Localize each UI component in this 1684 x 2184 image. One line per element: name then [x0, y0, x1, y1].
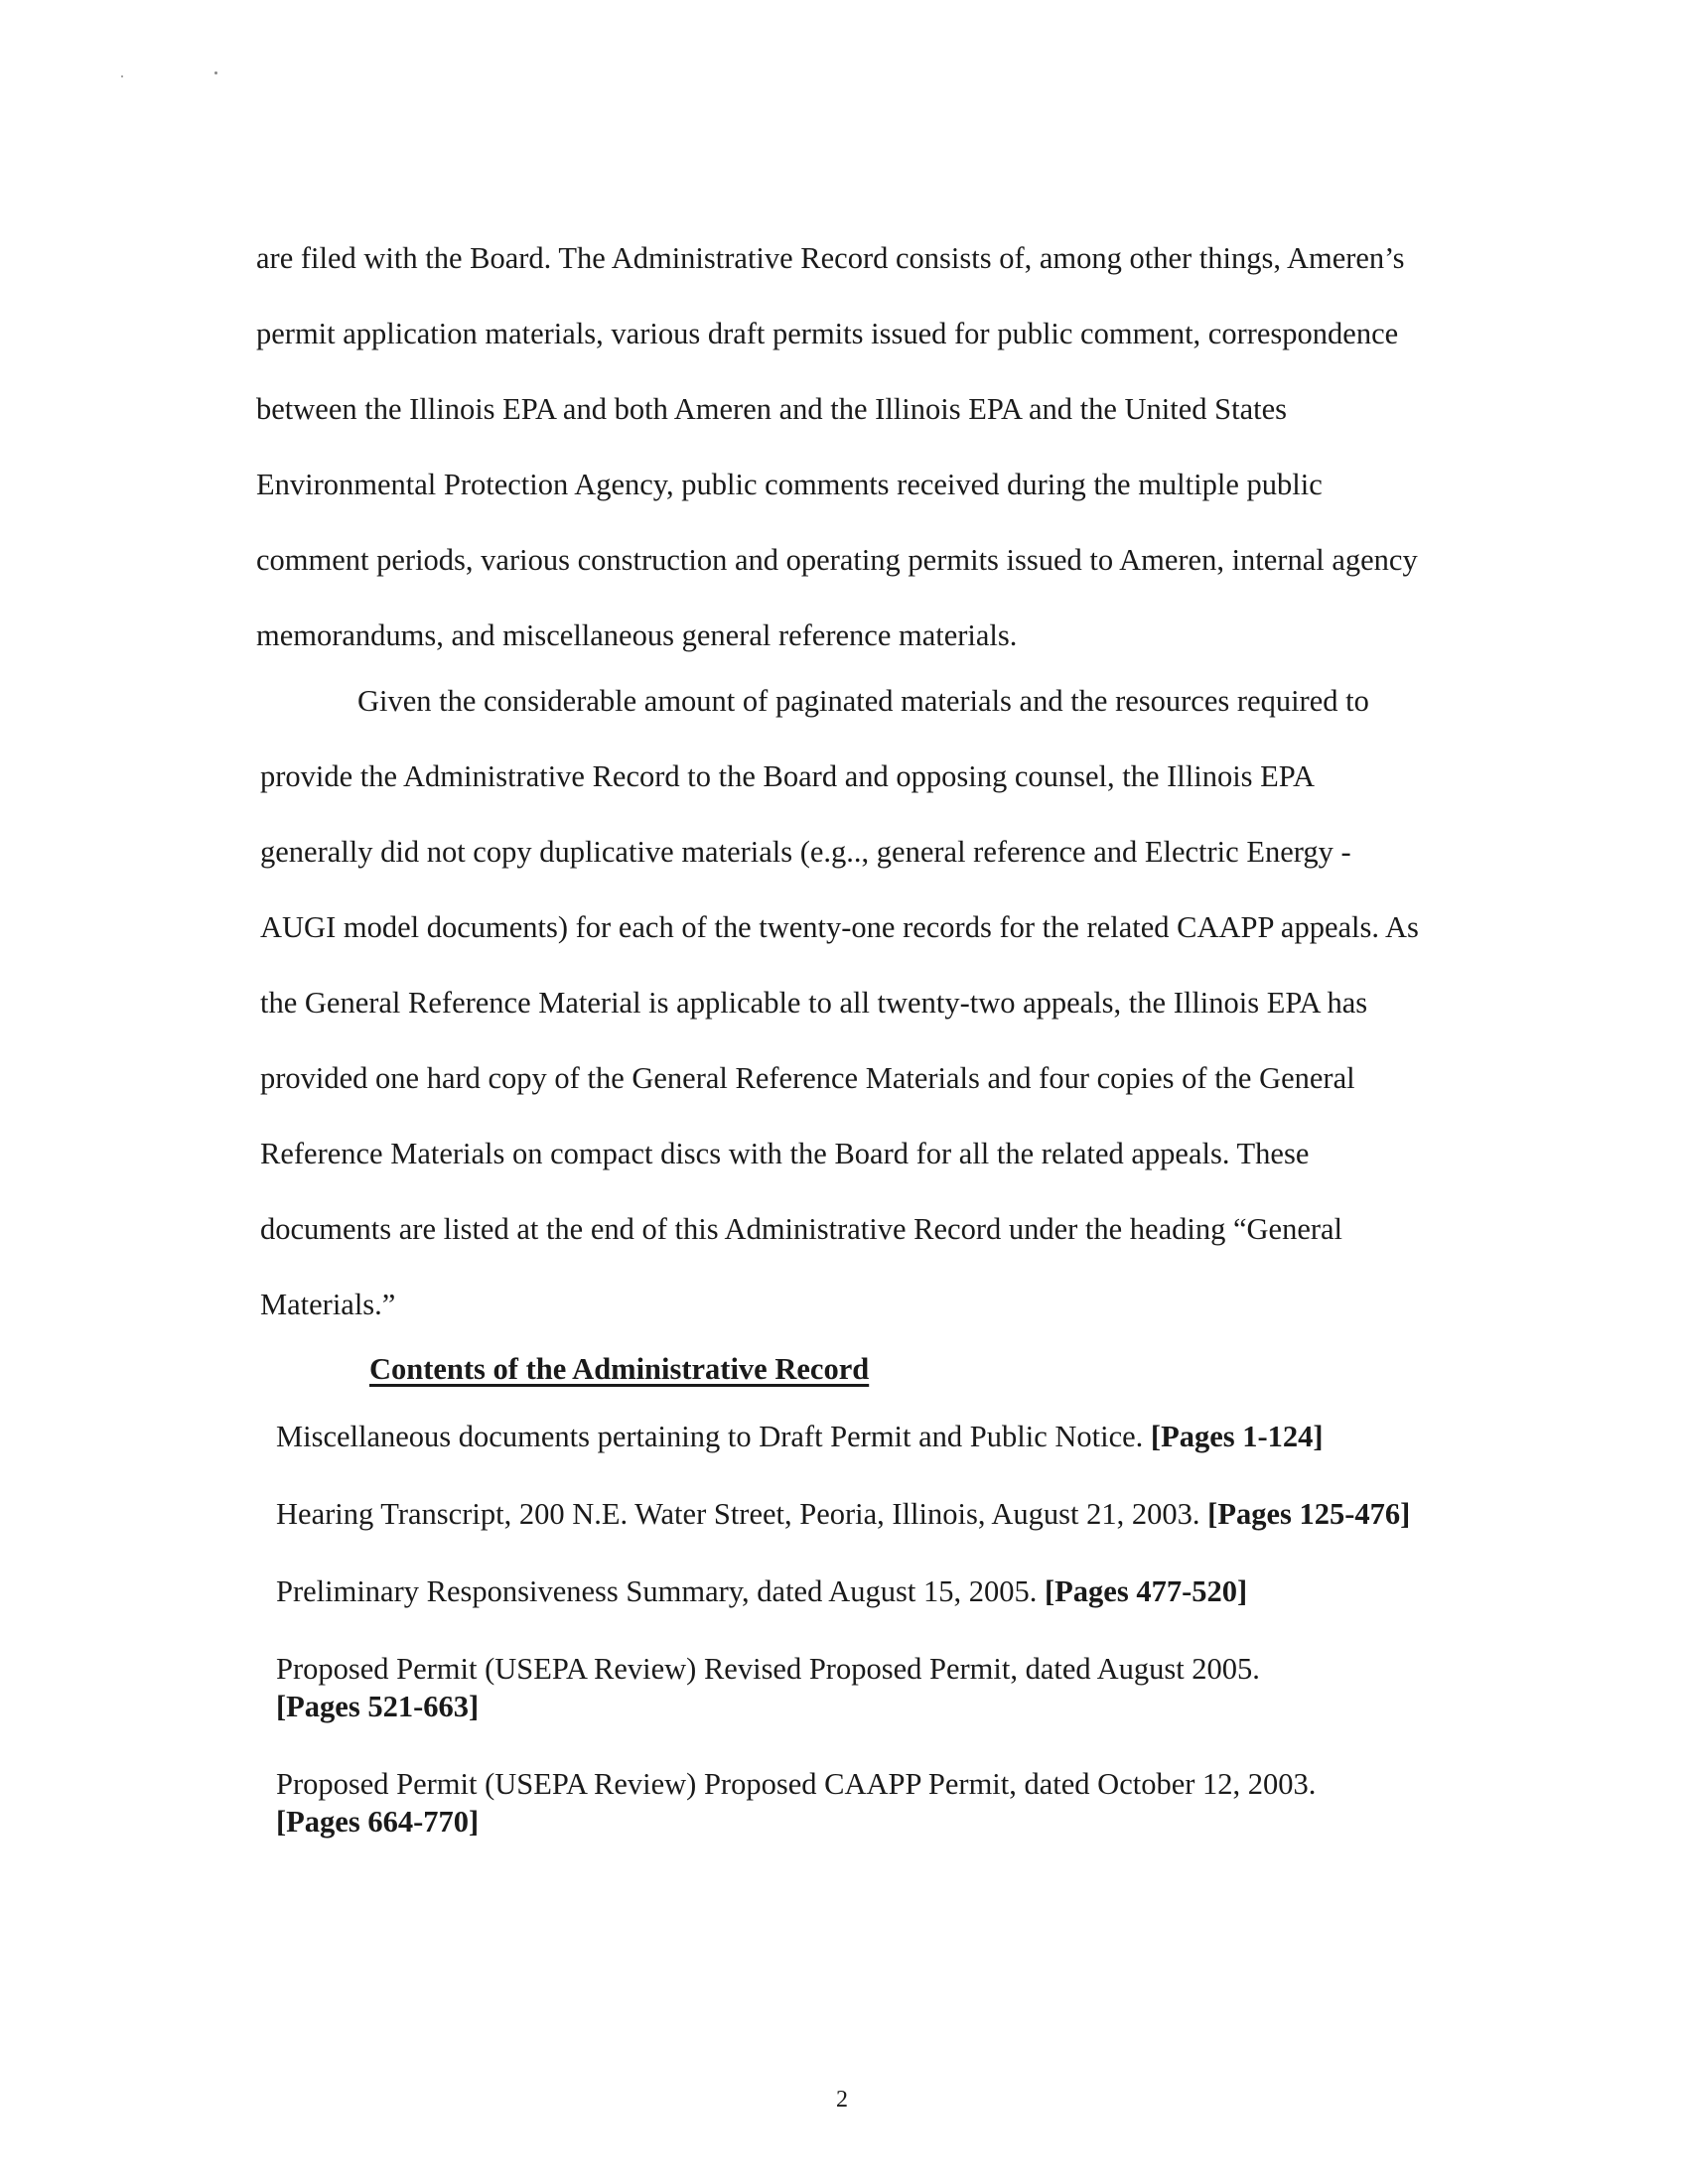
entry-description: Proposed Permit (USEPA Review) Revised Proposed Permit, dated August 2005.	[276, 1652, 1260, 1686]
body-paragraph-2: Given the considerable amount of paginated materials and the resources required to provide the Administrative Record to the Board and opposing counsel, the Illinois EPA generally did not copy duplicative materials (e.g.., general reference and Electric Energy - AUGI model documents) for each of the twenty-one records for the related CAAPP appeals. As the General Reference Material is applicable to all twenty-two appeals, the Illinois EPA has provided one hard copy of the General Reference Materials and four copies of the General Reference Materials on compact discs with the Board for all the related appeals. These documents are listed at the end of this Administrative Record under the heading “General Materials.”	[260, 684, 1419, 1321]
entry-page-range: [Pages 521-663]	[276, 1690, 480, 1723]
entry-page-range: [Pages 664-770]	[276, 1805, 480, 1839]
section-heading: Contents of the Administrative Record	[369, 1352, 870, 1386]
scan-speck	[121, 75, 123, 77]
record-entry-1	[276, 1418, 1418, 1455]
record-entry-3	[276, 1572, 1418, 1610]
entry-description: Preliminary Responsiveness Summary, dated August 15, 2005.	[276, 1574, 1046, 1608]
record-entry-2	[276, 1495, 1418, 1533]
record-entry-4	[276, 1650, 1418, 1725]
body-paragraph-1: are filed with the Board. The Administrative Record consists of, among other things, Ameren’s permit application materials, various draft permits issued for public comment, correspondence between the Illinois EPA and both Ameren and the Illinois EPA and the United States Environmental Protection Agency, public comments received during the multiple public comment periods, various construction and operating permits issued to Ameren, internal agency memorandums, and miscellaneous general reference materials.	[256, 241, 1418, 652]
entry-page-range: [Pages 477-520]	[1045, 1574, 1248, 1608]
entry-description: Proposed Permit (USEPA Review) Proposed CAAPP Permit, dated October 12, 2003.	[276, 1767, 1317, 1801]
entry-page-range: [Pages 1-124]	[1150, 1420, 1324, 1453]
page-number: 2	[836, 2087, 848, 2113]
entry-description: Miscellaneous documents pertaining to Draft Permit and Public Notice.	[276, 1420, 1151, 1453]
entry-page-range: [Pages 125-476]	[1207, 1497, 1411, 1531]
scan-speck	[214, 71, 217, 74]
record-contents-list	[276, 1418, 1418, 1880]
record-entry-5	[276, 1765, 1418, 1841]
entry-description: Hearing Transcript, 200 N.E. Water Street, Peoria, Illinois, August 21, 2003.	[276, 1497, 1208, 1531]
